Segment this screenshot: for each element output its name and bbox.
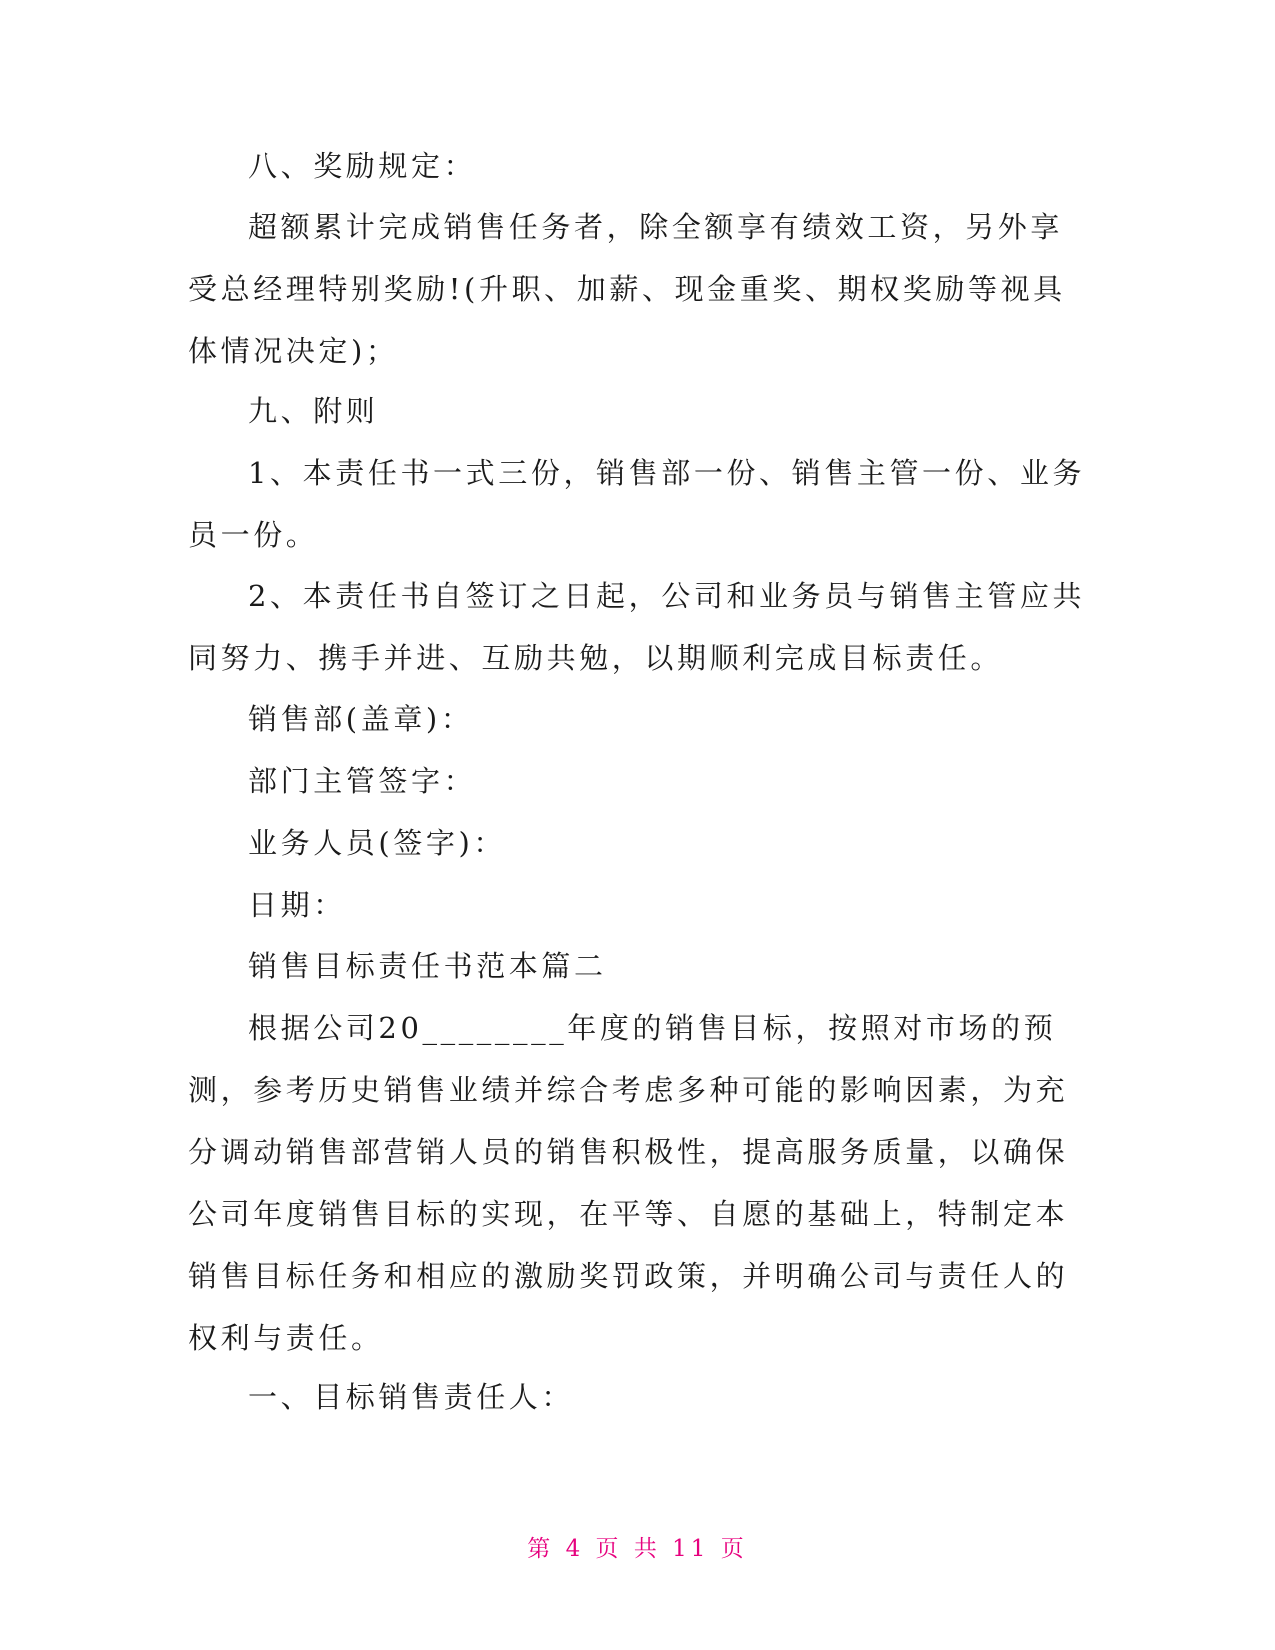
- page-footer: 第 4 页 共 11 页: [527, 1536, 748, 1562]
- signature-line-sales-staff: 业务人员(签字)：: [248, 826, 507, 860]
- paragraph-appendix-item-1: 1、本责任书一式三份，销售部一份、销售主管一份、业务员一份。: [188, 456, 1086, 552]
- section-title-template-2: 销售目标责任书范本篇二: [248, 949, 607, 983]
- signature-line-sales-dept: 销售部(盖章)：: [248, 702, 474, 736]
- signature-line-dept-manager: 部门主管签字：: [248, 764, 477, 798]
- paragraph-intro-template-2: 根据公司20________年度的销售目标，按照对市场的预测，参考历史销售业绩并综合考虑多种可能的影响因素，为充分调动销售部营销人员的销售积极性，提高服务质量，以确保公司年度销售目标的实现，在平等、自愿的基础上，特制定本销售目标任务和相应的激励奖罚政策，并明确公司与责任人的权利与责任。: [188, 1011, 1069, 1355]
- paragraph-appendix-item-2: 2、本责任书自签订之日起，公司和业务员与销售主管应共同努力、携手并进、互励共勉，以期顺利完成目标责任。: [188, 579, 1086, 675]
- section-heading-rewards: 八、奖励规定：: [248, 149, 477, 183]
- paragraph-reward-details: 超额累计完成销售任务者，除全额享有绩效工资，另外享受总经理特别奖励!(升职、加薪、现金重奖、期权奖励等视具体情况决定)；: [188, 210, 1066, 368]
- section-heading-target-owner: 一、目标销售责任人：: [248, 1380, 575, 1414]
- signature-line-date: 日期：: [248, 888, 346, 922]
- section-heading-appendix: 九、附则: [248, 394, 379, 428]
